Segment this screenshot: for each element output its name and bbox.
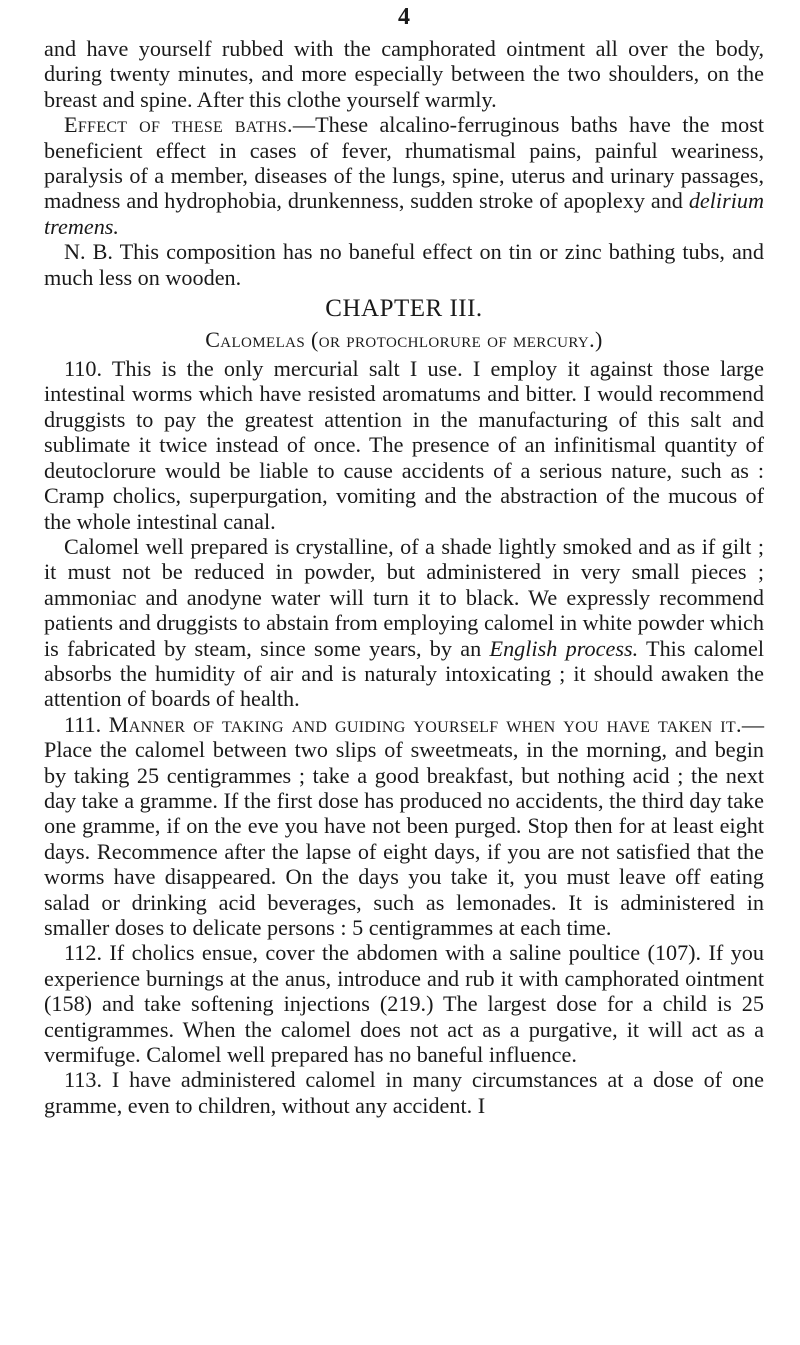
effect-heading: Effect of these baths.	[64, 112, 293, 138]
paragraph-113: 113. I have administered calomel in many circumstances at a dose of one gramme, even to children, without any accident. I	[44, 1067, 764, 1118]
paragraph-110: 110. This is the only mercurial salt I use. I employ it against those large intestinal worms which have resisted aromatums and bitter. I would recommend druggists to pay the greatest attention in the manufacturing of this salt and sublimate it twice instead of once. The presence of an infinitismal quantity of deutoclorure would be liable to cause accidents of a serious nature, such as : Cramp cholics, superpurgation, vomiting and the abstraction of the mucous of the whole intestinal canal.	[44, 356, 764, 534]
paragraph-111	[44, 712, 764, 941]
calomel-paragraph	[44, 534, 764, 712]
paragraph-111-number: 111.	[64, 711, 102, 737]
effect-text: —These alcalino-ferruginous baths have the most beneficient effect in cases of fever, rhumatismal pains, painful weariness, paralysis of a member, diseases of the lungs, spine, uterus and urinary passages, madness and hydrophobia, drunkenness, sudden stroke of apoplexy and	[44, 112, 764, 214]
nota-bene-paragraph: N. B. This composition has no baneful effect on tin or zinc bathing tubs, and much less on wooden.	[44, 239, 764, 290]
paragraph-111-text: —Place the calomel between two slips of sweetmeats, in the morning, and begin by taking 25 centigrammes ; take a good breakfast, but nothing acid ; the next day take a gramme. If the first dose has produced no accidents, the third day take one gramme, if on the eve you have not been purged. Stop then for at least eight days. Recommence after the lapse of eight days, if you are not satisfied that the worms have disappeared. On the days you take it, you must leave off eating salad or drinking acid beverages, such as lemonades. It is administered in smaller doses to delicate persons : 5 centigrammes at each time.	[44, 711, 764, 940]
calomel-text-a: Calomel well prepared is crystalline, of a shade lightly smoked and as if gilt ; it must not be reduced in powder, but administered in very small pieces ; ammoniac and anodyne water will turn it to black. We expressly recommend patients and druggists to abstain from employing calomel in white powder which is fabricated by steam, since some years, by an	[44, 533, 764, 661]
paragraph-111-heading: Manner of taking and guiding yourself when you have taken it.	[108, 711, 742, 737]
page-number: 4	[398, 4, 410, 30]
intro-paragraph: and have yourself rubbed with the camphorated ointment all over the body, during twenty minutes, and more especially between the two shoulders, on the breast and spine. After this clothe yourself warmly.	[44, 36, 764, 112]
effect-italic: delirium tremens.	[44, 188, 764, 239]
effect-paragraph	[44, 112, 764, 239]
book-page	[44, 4, 764, 1118]
calomel-italic: English process.	[489, 635, 639, 661]
paragraph-112: 112. If cholics ensue, cover the abdomen with a saline poultice (107). If you experience burnings at the anus, introduce and rub it with camphorated ointment (158) and take softening injections (219.) The largest dose for a child is 25 centigrammes. When the calomel does not act as a purgative, it will act as a vermifuge. Calomel well prepared has no baneful influence.	[44, 940, 764, 1068]
chapter-subtitle: Calomelas (or protochlorure of mercury.)	[205, 327, 603, 353]
chapter-title: CHAPTER III.	[325, 295, 483, 323]
calomel-text-b: This calomel absorbs the humidity of air and is naturaly intoxicating ; it should awaken the attention of boards of health.	[44, 635, 764, 712]
